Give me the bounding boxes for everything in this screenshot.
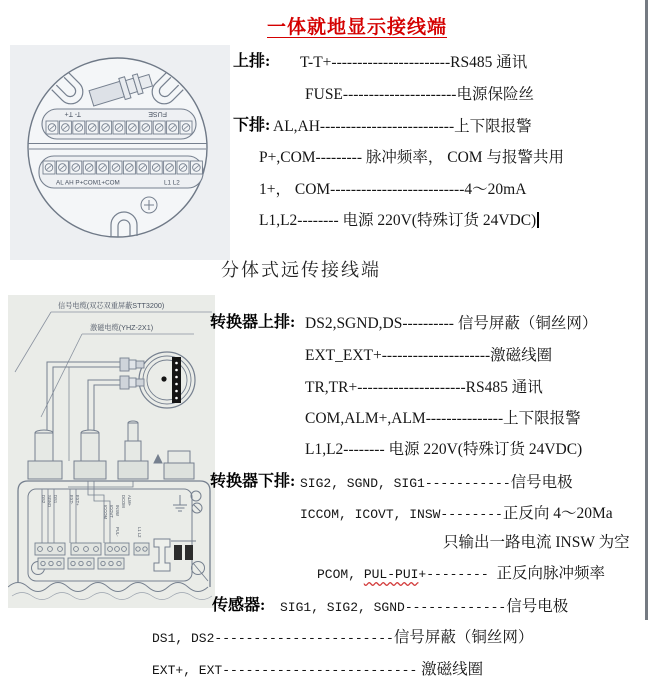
integrated-terminal-diagram bbox=[10, 45, 230, 260]
capacitor bbox=[185, 545, 193, 560]
svg-text:ALM+: ALM+ bbox=[127, 495, 132, 507]
svg-text:INSW: INSW bbox=[115, 505, 120, 516]
svg-text:EXT+: EXT+ bbox=[75, 495, 80, 506]
wiring-row: PCOM, PUL-PUI+-------- 正反向脉冲频率 bbox=[317, 565, 605, 582]
wiring-row: EXT_EXT+---------------------激磁线圈 bbox=[305, 347, 553, 364]
wiring-note: 只输出一路电流 INSW 为空 bbox=[443, 534, 630, 551]
signal-cable-label: 信号电缆(双芯双重屏蔽STT3200) bbox=[58, 301, 165, 310]
section1-title: 一体就地显示接线端 bbox=[267, 17, 448, 38]
excite-cable-label: 激磁电缆(YHZ-2X1) bbox=[90, 323, 154, 332]
wiring-row: COM,ALM+,ALM---------------上下限报警 bbox=[305, 410, 581, 427]
split-remote-diagram bbox=[8, 295, 215, 608]
wiring-row: P+,COM--------- 脉冲频率， COM 与报警共用 bbox=[259, 149, 564, 166]
row-label: 下排: bbox=[233, 117, 271, 134]
row-label: 上排: bbox=[233, 53, 271, 70]
terminal-strip-top bbox=[42, 109, 196, 139]
wiring-row: L1,L2-------- 电源 220V(特殊订货 24VDC) bbox=[305, 441, 583, 458]
svg-text:ICCOM: ICCOM bbox=[103, 505, 108, 519]
svg-text:PUL-: PUL- bbox=[115, 527, 120, 537]
wiring-row: FUSE----------------------电源保险丝 bbox=[305, 86, 534, 103]
svg-text:DCOM: DCOM bbox=[121, 495, 126, 508]
svg-text:SGND: SGND bbox=[47, 495, 52, 508]
svg-text:EXT-: EXT- bbox=[69, 495, 74, 505]
wiring-row: DS1, DS2-----------------------信号屏蔽（铜丝网） bbox=[152, 629, 534, 646]
wiring-row: L1,L2-------- 电源 220V(特殊订货 24VDC) bbox=[259, 211, 539, 231]
svg-text:DS2: DS2 bbox=[41, 495, 46, 504]
wiring-row: TR,TR+---------------------RS485 通讯 bbox=[305, 379, 543, 396]
capacitor bbox=[174, 545, 182, 560]
row-label: 转换器下排: bbox=[210, 473, 296, 490]
spellcheck-underline: PUL-PUI bbox=[363, 567, 419, 582]
wiring-row: AL,AH--------------------------上下限报警 bbox=[273, 118, 532, 135]
wiring-row: ICCOM, ICOVT, INSW--------正反向 4～20Ma bbox=[300, 505, 613, 522]
bottom-row-label-right: L1 L2 bbox=[164, 179, 180, 187]
terminal-label-tt: T- T+ bbox=[64, 110, 81, 117]
wiring-row: T-T+-----------------------RS485 通讯 bbox=[300, 54, 528, 71]
wiring-row: SIG1, SIG2, SGND-------------信号电极 bbox=[280, 598, 569, 615]
wiring-row: SIG2, SGND, SIG1-----------信号电极 bbox=[300, 474, 573, 491]
wiring-row: 1+， COM--------------------------4～20mA bbox=[259, 181, 527, 198]
svg-text:L1 L2: L1 L2 bbox=[137, 527, 142, 538]
wiring-row: DS2,SGND,DS---------- 信号屏蔽（铜丝网） bbox=[305, 315, 598, 332]
text-cursor bbox=[537, 212, 539, 228]
section2-title: 分体式远传接线端 bbox=[221, 260, 381, 280]
wiring-row: EXT+, EXT------------------------- 激磁线圈 bbox=[152, 661, 484, 678]
bottom-row-label: AL AH P+COM1+COM bbox=[56, 179, 120, 187]
svg-text:ICOVT: ICOVT bbox=[109, 505, 114, 518]
terminal-label-fuse: FUSE bbox=[148, 110, 167, 117]
terminal-strip-bottom bbox=[39, 156, 203, 188]
row-label: 传感器: bbox=[212, 597, 266, 614]
svg-text:DS1: DS1 bbox=[53, 495, 58, 504]
row-label: 转换器上排: bbox=[210, 314, 296, 331]
